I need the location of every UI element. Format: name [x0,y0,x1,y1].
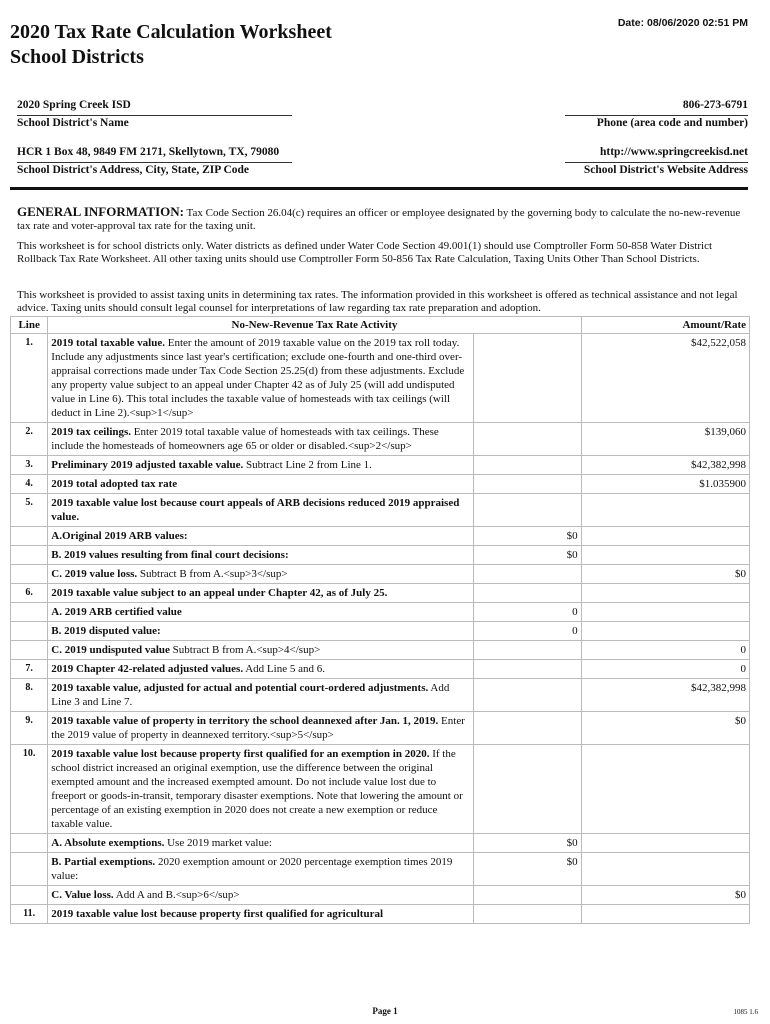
row-amount: $42,522,058 [581,334,749,423]
row-description [48,475,473,494]
table-row [11,565,750,584]
row-sub-amount [473,584,581,603]
row-sub-amount [473,494,581,527]
table-header-row [11,317,750,334]
date-stamp: Date: 08/06/2020 02:51 PM [617,17,748,29]
table-row [11,494,750,527]
row-description [48,905,473,924]
table-row [11,853,750,886]
row-line-number [11,853,48,886]
row-line-number: 10. [11,745,48,834]
row-description [48,622,473,641]
row-description-bold: A.Original 2019 ARB values: [51,530,188,542]
row-description-text: Add Line 5 and 6. [243,663,325,675]
row-sub-amount: $0 [473,853,581,886]
table-row [11,905,750,924]
row-sub-amount [473,456,581,475]
row-description-bold: 2019 total taxable value. [51,337,165,349]
row-sub-amount [473,745,581,834]
row-description-bold: 2019 taxable value lost because property first qualified for agricultural [51,908,384,920]
row-description-text: Enter the 2019 value of property in deannexed territory.<sup>5</sup> [51,715,465,741]
district-name: 2020 Spring Creek ISD [17,99,131,111]
form-code: 1085 1.6 [733,1008,758,1016]
row-amount [581,603,749,622]
district-name-label: School District's Name [17,117,129,129]
row-line-number [11,546,48,565]
row-description-bold: C. 2019 undisputed value [51,644,170,656]
district-address: HCR 1 Box 48, 9849 FM 2171, Skellytown, TX, 79080 [17,146,280,158]
row-line-number: 4. [11,475,48,494]
row-sub-amount: $0 [473,834,581,853]
table-row [11,712,750,745]
row-amount [581,494,749,527]
general-info-heading: GENERAL INFORMATION: [17,204,184,219]
row-amount [581,905,749,924]
disclaimer-paragraph: This worksheet is provided to assist taxing units in determining tax rates. The information provided in this worksheet is offered as technical assistance and not legal advice. Taxing units should consult legal counsel for interpretations of law regarding tax rate preparation and adoption. [17,289,738,314]
row-line-number: 9. [11,712,48,745]
row-description [48,679,473,712]
table-row [11,334,750,423]
row-sub-amount: 0 [473,603,581,622]
row-sub-amount [473,565,581,584]
row-description-bold: 2019 total adopted tax rate [51,478,178,490]
general-info-text: Tax Code Section 26.04(c) requires an officer or employee designated by the governing body to calculate the no-new-revenue tax rate and voter-approval tax rate for the taxing unit. [17,207,741,232]
row-description-bold: B. 2019 disputed value: [51,625,161,637]
row-line-number: 8. [11,679,48,712]
row-sub-amount [473,712,581,745]
row-line-number: 7. [11,660,48,679]
row-description [48,334,473,423]
general-info-paragraph [17,205,752,233]
page-number: Page 1 [372,1006,398,1016]
row-line-number [11,834,48,853]
row-description [48,546,473,565]
row-sub-amount [473,886,581,905]
district-phone: 806-273-6791 [682,99,748,111]
row-amount: $0 [581,886,749,905]
row-description-text: Subtract B from A.<sup>3</sup> [137,568,288,580]
worksheet-rows [11,334,750,924]
row-amount [581,584,749,603]
row-line-number [11,527,48,546]
row-amount: 0 [581,660,749,679]
row-description-bold: 2019 taxable value, adjusted for actual and potential court-ordered adjustments. [51,682,429,694]
row-description-text: Enter 2019 total taxable value of homesteads with tax ceilings. These include the homesteads of homeowners age 65 or older or disabled.<sup>2</sup> [51,426,439,452]
row-description [48,745,473,834]
row-amount [581,546,749,565]
row-line-number [11,622,48,641]
district-website: http://www.springcreekisd.net [599,146,748,158]
row-description [48,603,473,622]
title-line-1: 2020 Tax Rate Calculation Worksheet [10,21,332,43]
district-website-label: School District's Website Address [583,164,748,176]
row-description-bold: 2019 taxable value lost because court appeals of ARB decisions reduced 2019 appraised value. [51,497,460,523]
table-row [11,423,750,456]
row-description-bold: A. Absolute exemptions. [51,837,165,849]
row-amount [581,834,749,853]
row-sub-amount: $0 [473,546,581,565]
row-description [48,641,473,660]
row-description-bold: 2019 taxable value of property in territory the school deannexed after Jan. 1, 2019. [51,715,439,727]
row-line-number [11,603,48,622]
row-description-bold: 2019 taxable value lost because property first qualified for an exemption in 2020. [51,748,430,760]
row-description-text: 2020 exemption amount or 2020 percentage exemption times 2019 value: [51,856,453,882]
table-row [11,622,750,641]
row-sub-amount [473,679,581,712]
row-amount: 0 [581,641,749,660]
row-description-bold: C. Value loss. [51,889,114,901]
table-row [11,660,750,679]
row-description-bold: 2019 Chapter 42-related adjusted values. [51,663,244,675]
row-description [48,584,473,603]
row-description-bold: 2019 taxable value subject to an appeal under Chapter 42, as of July 25. [51,587,388,599]
row-description [48,423,473,456]
row-sub-amount: 0 [473,622,581,641]
row-amount [581,853,749,886]
row-line-number: 1. [11,334,48,423]
row-amount [581,527,749,546]
district-phone-label: Phone (area code and number) [596,117,748,129]
row-description-bold: B. Partial exemptions. [51,856,156,868]
row-description-text: Add A and B.<sup>6</sup> [113,889,240,901]
table-row [11,584,750,603]
row-line-number: 3. [11,456,48,475]
row-description-text: Subtract B from A.<sup>4</sup> [169,644,321,656]
row-line-number [11,886,48,905]
district-address-label: School District's Address, City, State, ZIP Code [17,164,250,176]
table-row [11,527,750,546]
table-row [11,679,750,712]
row-amount [581,622,749,641]
row-description-bold: C. 2019 value loss. [51,568,138,580]
table-row [11,475,750,494]
row-description-text: Enter the amount of 2019 taxable value on the 2019 tax roll today. Include any adjustments since last year's certification; exclude one-fourth and one-third over-appraisal corrections made under Tax Code Section 25.25(d) from these adjustments. Exclude any property value subject to an appeal under Chapter 42 as of July 25 (will add undisputed value in Line 6). This total includes the taxable value of homesteads with tax ceilings (will deduct in Line 2).<sup>1</sup> [51,337,465,419]
table-row [11,745,750,834]
row-sub-amount: $0 [473,527,581,546]
row-sub-amount [473,423,581,456]
row-amount: $42,382,998 [581,456,749,475]
title-line-2: School Districts [10,46,144,68]
row-description [48,834,473,853]
col-header-activity: No-New-Revenue Tax Rate Activity [48,317,581,334]
row-description [48,494,473,527]
row-description [48,456,473,475]
row-description-text: Add Line 3 and Line 7. [51,682,450,708]
row-description-bold: B. 2019 values resulting from final court decisions: [51,549,289,561]
table-row [11,456,750,475]
row-line-number [11,565,48,584]
row-description [48,886,473,905]
row-line-number: 5. [11,494,48,527]
table-row [11,834,750,853]
row-description-bold: A. 2019 ARB certified value [51,606,182,618]
row-amount: $139,060 [581,423,749,456]
row-description-bold: Preliminary 2019 adjusted taxable value. [51,459,244,471]
col-header-amount: Amount/Rate [581,317,749,334]
row-amount: $0 [581,712,749,745]
row-amount: $1.035900 [581,475,749,494]
row-line-number: 11. [11,905,48,924]
row-description [48,853,473,886]
scope-paragraph: This worksheet is for school districts only. Water districts as defined under Water Code Section 49.001(1) should use Comptroller Form 50-858 Water District Rollback Tax Rate Worksheet. All other taxing units should use Comptroller Form 50-856 Tax Rate Calculation, Taxing Units Other Than School Districts. [17,240,713,265]
table-row [11,546,750,565]
row-amount: $0 [581,565,749,584]
row-description-text: Use 2019 market value: [164,837,272,849]
row-amount [581,745,749,834]
row-line-number: 6. [11,584,48,603]
row-sub-amount [473,905,581,924]
row-description-text: If the school district increased an original exemption, use the difference between the original exempted amount and the increased exempted amount. Do not include value lost due to freeport or goods-in-transit, temporary disaster exemptions. Note that lowering the amount or percentage of an existing exemption in 2020 does not create a new exemption or reduce taxable value. [51,748,463,830]
col-header-line: Line [11,317,48,334]
row-sub-amount [473,641,581,660]
row-amount: $42,382,998 [581,679,749,712]
worksheet-table [10,316,750,924]
section-divider [10,187,748,190]
row-sub-amount [473,660,581,679]
row-sub-amount [473,475,581,494]
row-description [48,565,473,584]
table-row [11,886,750,905]
row-sub-amount [473,334,581,423]
row-description-text: Subtract Line 2 from Line 1. [243,459,372,471]
row-description [48,660,473,679]
row-description [48,527,473,546]
table-row [11,603,750,622]
row-line-number [11,641,48,660]
row-description [48,712,473,745]
row-description-bold: 2019 tax ceilings. [51,426,132,438]
table-row [11,641,750,660]
row-line-number: 2. [11,423,48,456]
page-title [10,20,332,70]
